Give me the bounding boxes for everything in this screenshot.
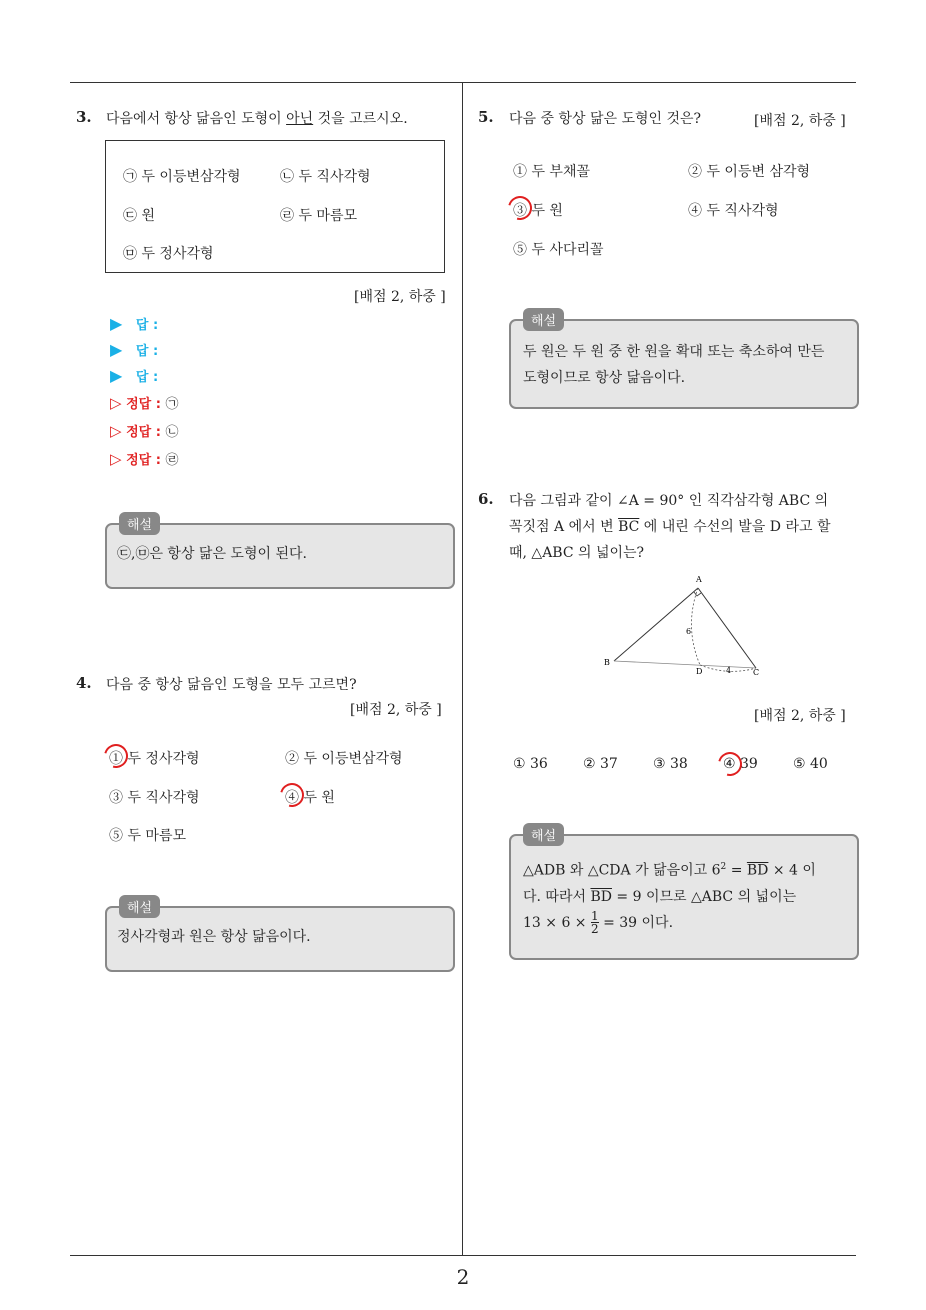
question-text: 다음 중 항상 닮음인 도형을 모두 고르면? xyxy=(106,677,357,693)
explanation-text: ㉢,㉤은 항상 닮은 도형이 된다. xyxy=(117,546,307,562)
explanation-tag: 해설 xyxy=(119,895,160,918)
score-label: [배점 2, 하중 ] xyxy=(350,702,442,718)
triangle-outline-icon: ▷ xyxy=(110,450,122,468)
option-2[interactable]: ② 두 이등변삼각형 xyxy=(285,751,403,767)
play-icon: ▶ xyxy=(110,340,123,359)
segment-label-ad: 6 xyxy=(686,627,692,636)
option-1[interactable]: ① 두 부채꼴 xyxy=(513,164,590,180)
correct-answer: ▷ 정답 : ㉡ xyxy=(110,422,179,440)
choice-item: ㉤ 두 정사각형 xyxy=(123,246,214,262)
vertex-label-d: D xyxy=(696,667,703,676)
option-2[interactable]: ② 두 이등변 삼각형 xyxy=(688,164,811,180)
question-number: 6. xyxy=(478,490,494,508)
choice-item: ㉠ 두 이등변삼각형 xyxy=(123,169,241,185)
option-3[interactable]: ③ 두 원 xyxy=(513,203,563,219)
explanation-text: 두 원은 두 원 중 한 원을 확대 또는 축소하여 만든 도형이므로 항상 닮음이다. xyxy=(523,344,825,386)
option-3[interactable]: ③ 38 xyxy=(653,756,688,772)
vertex-label-a: A xyxy=(696,575,702,584)
explanation-tag: 해설 xyxy=(523,308,564,331)
option-4[interactable]: ④ 39 xyxy=(723,756,758,772)
vertex-label-c: C xyxy=(753,668,760,677)
option-5[interactable]: ⑤ 40 xyxy=(793,756,828,772)
option-5[interactable]: ⑤ 두 사다리꼴 xyxy=(513,242,604,258)
answer-line[interactable]: ▶ 답 : xyxy=(110,340,159,359)
choice-item: ㉢ 원 xyxy=(123,208,155,224)
triangle-outline-icon: ▷ xyxy=(110,394,122,412)
score-label: [배점 2, 하중 ] xyxy=(354,289,446,305)
option-2[interactable]: ② 37 xyxy=(583,756,618,772)
score-label: [배점 2, 하중 ] xyxy=(754,708,846,724)
option-1[interactable]: ① 36 xyxy=(513,756,548,772)
top-rule xyxy=(70,82,856,83)
column-divider xyxy=(462,82,463,1256)
correct-answer: ▷ 정답 : ㉠ xyxy=(110,394,179,412)
option-4[interactable]: ④ 두 직사각형 xyxy=(688,203,779,219)
play-icon: ▶ xyxy=(110,366,123,385)
explanation-box xyxy=(105,518,455,589)
question-number: 4. xyxy=(76,674,92,692)
explanation-text: △ADB 와 △CDA 가 닮음이고 $6^2 = \overline{BD} \times 4$ 이 다. 따라서 $\overline{BD} = 9$ 이므로 △ABC 의 넓이는 13 × 6 × $\frac{1}{2}$ = 39 이다. xyxy=(523,862,816,937)
question-number: 5. xyxy=(478,108,494,126)
question-text: 다음 중 항상 닮은 도형인 것은? xyxy=(509,111,702,127)
correct-answer: ▷ 정답 : ㉣ xyxy=(110,450,179,468)
answer-line[interactable]: ▶ 답 : xyxy=(110,366,159,385)
play-icon: ▶ xyxy=(110,314,123,333)
explanation-tag: 해설 xyxy=(119,512,160,535)
vertex-label-b: B xyxy=(604,658,610,667)
question-text: 다음 그림과 같이 ∠A = 90° 인 직각삼각형 ABC 의 꼭짓점 A 에서 변 $\overline{BC}$ 에 내린 수선의 발을 D 라고 할 때, △ABC 의 넓이는? xyxy=(509,493,831,561)
explanation-box xyxy=(105,901,455,972)
segment-label-dc: 4 xyxy=(726,666,732,675)
answer-line[interactable]: ▶ 답 : xyxy=(110,314,159,333)
option-1[interactable]: ① 두 정사각형 xyxy=(109,751,200,767)
question-text: 다음에서 항상 닮음인 도형이 아닌 것을 고르시오. xyxy=(106,111,408,127)
explanation-box xyxy=(509,314,859,409)
option-5[interactable]: ⑤ 두 마름모 xyxy=(109,828,186,844)
option-4[interactable]: ④ 두 원 xyxy=(285,790,335,806)
choice-item: ㉣ 두 마름모 xyxy=(280,208,357,224)
question-number: 3. xyxy=(76,108,92,126)
explanation-box xyxy=(509,829,859,960)
answer-mark-circle xyxy=(714,748,747,781)
choice-box xyxy=(105,140,445,273)
explanation-text: 정사각형과 원은 항상 닮음이다. xyxy=(117,929,311,945)
bottom-rule xyxy=(70,1255,856,1256)
triangle-figure xyxy=(600,572,770,680)
choice-item: ㉡ 두 직사각형 xyxy=(280,169,371,185)
explanation-tag: 해설 xyxy=(523,823,564,846)
triangle-outline-icon: ▷ xyxy=(110,422,122,440)
fraction: $\frac{1}{2}$ xyxy=(590,909,599,937)
score-label: [배점 2, 하중 ] xyxy=(754,113,846,129)
page-number: 2 xyxy=(456,1265,470,1289)
option-3[interactable]: ③ 두 직사각형 xyxy=(109,790,200,806)
